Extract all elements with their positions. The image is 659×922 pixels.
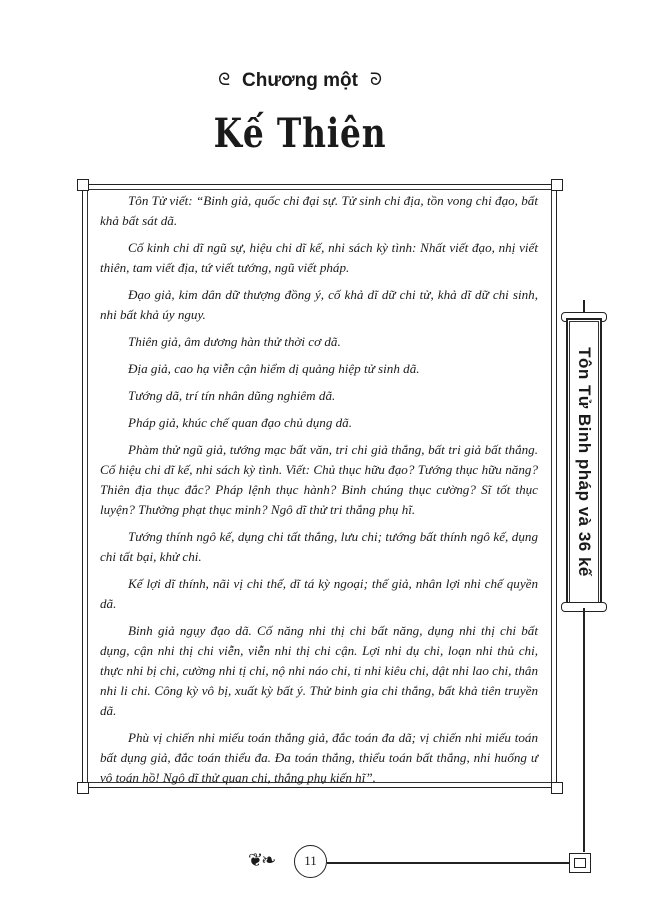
frame-corner-ornament [77,179,89,191]
paragraph: Phù vị chiến nhi miếu toán thắng giả, đắc toán đa dã; vị chiến nhi miếu toán bất dụng giả, đắc toán thiểu đa. Đa toán thắng, thiểu toán bất thắng, nhi huống ư vô toán hồ! Ngô dĩ thử quan chi, thắng phụ kiến hĩ”. [100,730,538,785]
knot-ornament-inner [574,858,586,868]
chapter-title: Kế Thiên [213,110,387,157]
frame-corner-ornament [551,782,563,794]
frame-corner-ornament [77,782,89,794]
page-number: 11 [294,845,327,878]
paragraph: Tướng thính ngô kế, dụng chi tất thắng, lưu chi; tướng bất thính ngô kế, dụng chi tất bại, khử chi. [100,529,538,564]
paragraph: Tôn Tử viết: “Binh giả, quốc chi đại sự. Tử sinh chi địa, tồn vong chi đạo, bất khả bất sát dã. [100,193,538,228]
sidebar-connector-line [583,608,585,852]
paragraph: Đạo giả, kim dân dữ thượng đồng ý, cố khả dĩ dữ chi tử, khả dĩ dữ chi sinh, nhi bất khả úy nguy. [100,287,538,322]
paragraph: Phàm thử ngũ giả, tướng mạc bất văn, tri chi giả thắng, bất tri giả bất thắng. Cố hiệu chi dĩ kế, nhi sách kỳ tình. Viết: Chủ thục hữu đạo? Tướng thục hữu năng? Thiên địa thục đắc? Pháp lệnh thục hành? Binh chúng thục cường? Sĩ tốt thục luyện? Thưởng phạt thục minh? Ngô dĩ thử tri thắng phụ hĩ. [100,442,538,517]
paragraph: Cố kinh chi dĩ ngũ sự, hiệu chi dĩ kế, nhi sách kỳ tình: Nhất viết đạo, nhị viết thiên, tam viết địa, tứ viết tướng, ngũ viết pháp. [100,240,538,275]
paragraph: Binh giả ngụy đạo dã. Cố năng nhi thị chi bất năng, dụng nhi thị chi bất dụng, cận nhi thị chi viễn, viễn nhi thị chi cận. Lợi nhi dụ chi, loạn nhi thủ chi, thực nhi bị chi, cường nhi tị chi, nộ nhi náo chi, ti nhi kiêu chi, dật nhi lao chi, thân nhi li chi. Công kỳ vô bị, xuất kỳ bất ý. Thử binh gia chi thắng, bất khả tiên truyền dã. [100,623,538,718]
paragraph: Địa giả, cao hạ viễn cận hiểm dị quảng hiệp tử sinh dã. [128,361,420,376]
ornament-left-icon: ᘓ [218,70,231,89]
frame-corner-ornament [551,179,563,191]
chapter-heading [0,70,600,92]
footer-rule [327,862,569,864]
sidebar-book-title: Tôn Tử Binh pháp và 36 kế [575,347,594,577]
paragraph: Tướng dã, trí tín nhân dũng nghiêm dã. [128,388,336,403]
chapter-label: Chương một [242,70,358,91]
paragraph: Kế lợi dĩ thính, nãi vị chi thế, dĩ tá kỳ ngoại; thế giả, nhân lợi nhi chế quyền dã. [100,576,538,611]
footer-ornament-icon: ❦❧ [248,850,275,870]
paragraph: Pháp giả, khúc chế quan đạo chủ dụng dã. [128,415,353,430]
chapter-body-text [100,191,538,795]
ornament-right-icon: ᘐ [369,70,382,89]
paragraph: Thiên giả, âm dương hàn thử thời cơ dã. [128,334,341,349]
